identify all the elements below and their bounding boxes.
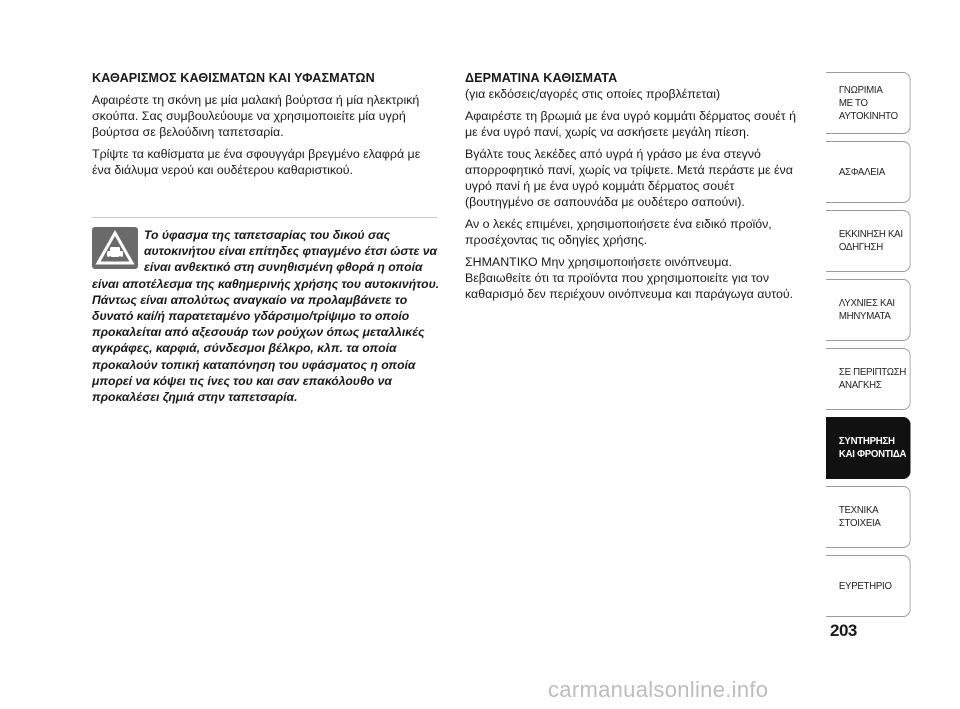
fabric-paragraph-1: Αφαιρέστε τη σκόνη με μία μαλακή βούρτσα ή μία ηλεκτρική σκούπα. Σας συμβουλεύουμε να χρησιμοποιείτε μία υγρή βούρτσα σε βελούδινη ταπετσαρία. — [92, 93, 420, 139]
section-divider — [92, 217, 437, 218]
tab-emergency[interactable] — [826, 348, 911, 410]
fabric-paragraph-2: Τρίψτε τα καθίσματα με ένα σφουγγάρι βρεγμένο ελαφρά με ένα διάλυμα νερού και ουδέτερου καθαριστικού. — [92, 147, 421, 177]
warning-text: Το ύφασμα της ταπετσαρίας του δικού σας αυτοκινήτου είναι επίτηδες φτιαγμένο έτσι ώστε να είναι ανθεκτικό στη συνηθισμένη φθορά η οποία είναι αποτέλεσμα της καθημερινής χρήσης του αυτοκινήτου. Πάντως είναι απολύτως αναγκαίο να προλαμβάνετε το δυνατό καί/ή παρατεταμένο γδάρσιμο/τρίψιμο το οποίο προκαλείται από αξεσουάρ των ρούχων όπως μεταλλικές αγκράφες, καρφιά, σύνδεσμοι βέλκρο, κλπ. τα οποία προκαλούν τοπική καταπόνηση του υφάσματος η οποία μπορεί να κόψει τις ίνες του και σαν επακόλουθο να προκαλέσει ζημιά στην ταπετσαρία. — [92, 228, 440, 405]
tab-maintenance-care[interactable] — [826, 417, 911, 479]
leather-paragraph-4: ΣΗΜΑΝΤΙΚΟ Μην χρησιμοποιήσετε οινόπνευμα. Βεβαιωθείτε ότι τα προϊόντα που χρησιμοποιείτε για τον καθαρισμό δεν περιέχουν οινόπνευμα και παράγωγα αυτού. — [465, 255, 794, 301]
watermark: carmanualsonline.info — [548, 677, 769, 702]
leather-paragraph-1: Αφαιρέστε τη βρωμιά με ένα υγρό κομμάτι δέρματος σουέτ ή με ένα υγρό πανί, χωρίς να ασκήσετε μεγάλη πίεση. — [465, 109, 796, 139]
chapter-tabs — [826, 72, 918, 624]
warning-box — [92, 227, 442, 405]
tab-label: ΕΚΚΙΝΗΣΗ ΚΑΙ ΟΔΗΓΗΣΗ — [838, 228, 903, 253]
tab-technical-data[interactable] — [826, 486, 911, 548]
tab-lights-messages[interactable] — [826, 279, 911, 341]
tab-label: ΛΥΧΝΙΕΣ ΚΑΙ ΜΗΝΥΜΑΤΑ — [838, 297, 895, 322]
tab-index[interactable] — [826, 555, 911, 617]
tab-label: ΣΕ ΠΕΡΙΠΤΩΣΗ ΑΝΑΓΚΗΣ — [838, 366, 907, 391]
leather-subheading: (για εκδόσεις/αγορές στις οποίες προβλέπεται) — [465, 87, 721, 101]
leather-paragraph-2: Βγάλτε τους λεκέδες από υγρά ή γράσο με ένα στεγνό απορροφητικό πανί, χωρίς να τρίψετε. Μετά περάστε με ένα υγρό πανί ή με ένα υγρό κομμάτι δέρματος σουέτ (βουτηγμένο σε σαπουνάδα με ουδέτερο σαπούνι). — [465, 147, 793, 209]
tab-starting-driving[interactable] — [826, 210, 911, 272]
section-heading-leather: ΔΕΡΜΑΤΙΝΑ ΚΑΘΙΣΜΑΤΑ — [465, 71, 618, 85]
page-number: 203 — [830, 621, 857, 640]
tab-label: ΤΕΧΝΙΚΑ ΣΤΟΙΧΕΙΑ — [838, 504, 881, 529]
tab-safety[interactable] — [826, 141, 911, 203]
tab-getting-to-know[interactable] — [826, 72, 911, 134]
right-column — [465, 70, 800, 308]
leather-paragraph-3: Αν ο λεκές επιμένει, χρησιμοποιήσετε ένα ειδικό προϊόν, προσέχοντας τις οδηγίες χρήσης. — [465, 217, 772, 247]
tab-label: ΑΣΦΑΛΕΙΑ — [838, 165, 885, 178]
car-warning-icon — [92, 227, 138, 269]
tab-label: ΓΝΩΡΙΜΙΑ ΜΕ ΤΟ ΑΥΤΟΚΙΝΗΤΟ — [838, 83, 898, 122]
section-heading-fabric: ΚΑΘΑΡΙΣΜΟΣ ΚΑΘΙΣΜΑΤΩΝ ΚΑΙ ΥΦΑΣΜΑΤΩΝ — [92, 71, 375, 85]
tab-label: ΕΥΡΕΤΗΡΙΟ — [838, 579, 892, 592]
left-column — [92, 70, 437, 184]
tab-label: ΣΥΝΤΗΡΗΣΗ ΚΑΙ ΦΡΟΝΤΙΔΑ — [838, 435, 907, 460]
